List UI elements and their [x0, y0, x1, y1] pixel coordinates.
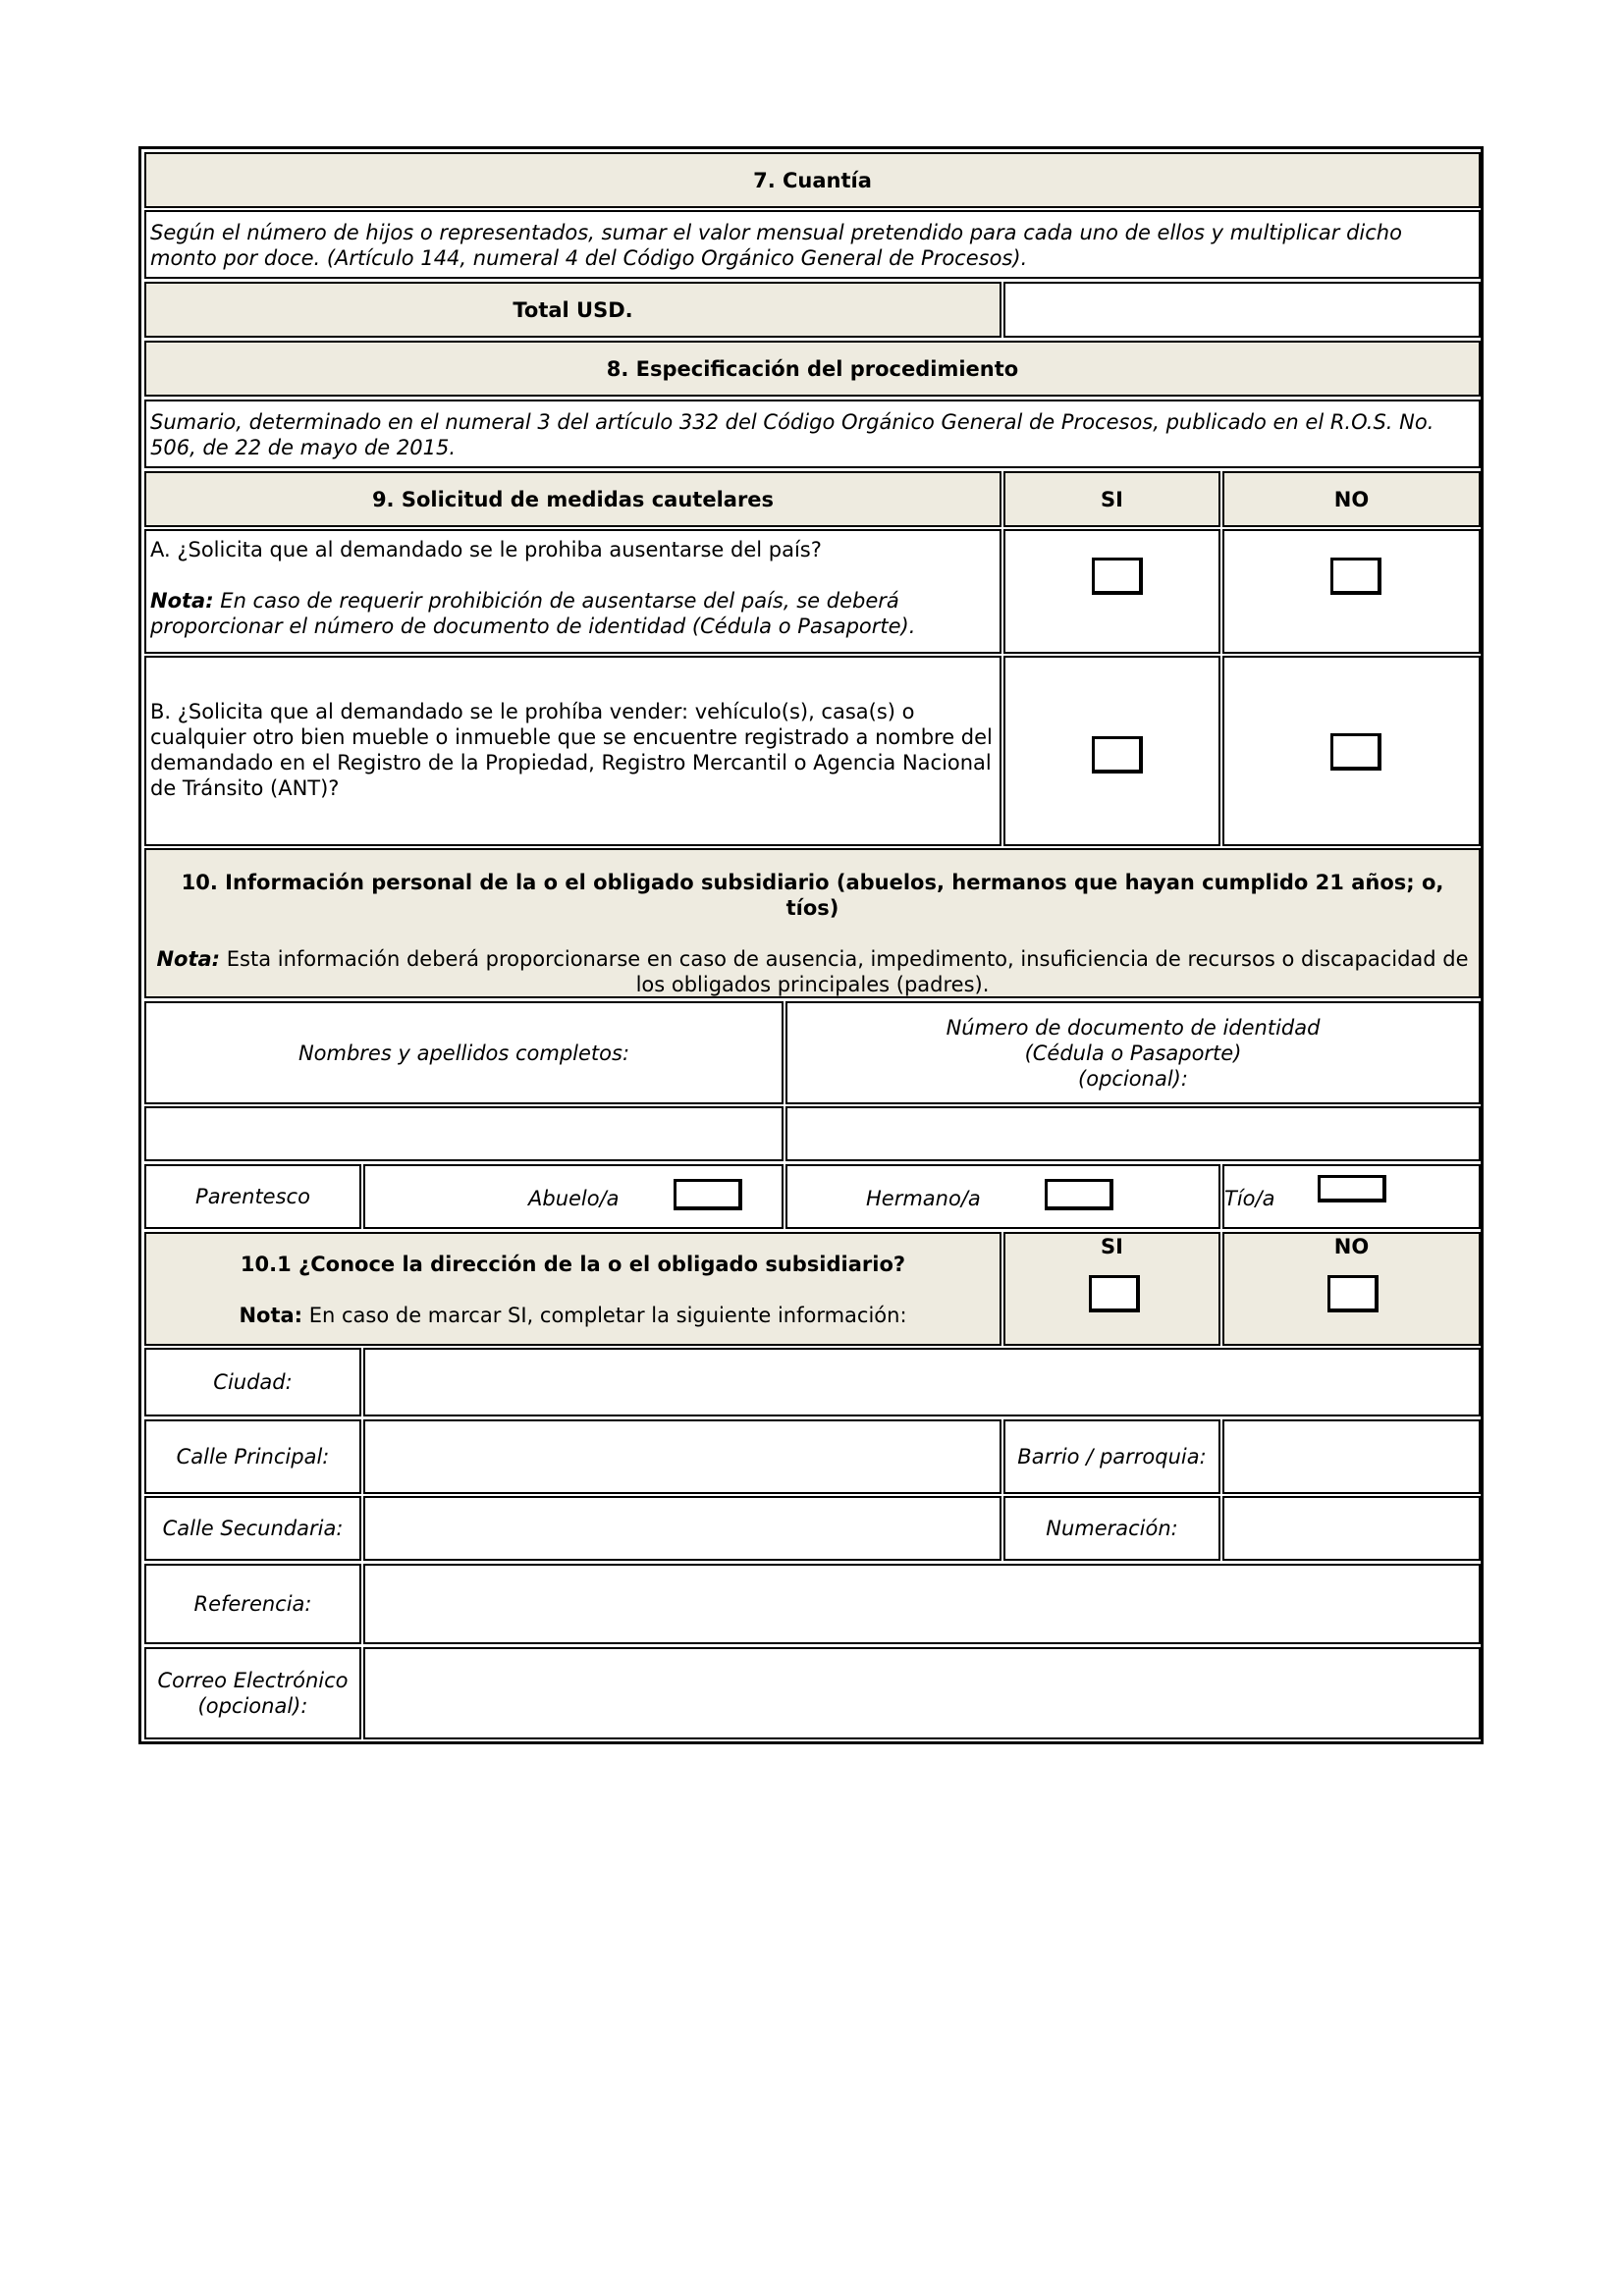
hermano-label: Hermano/a	[866, 1187, 981, 1210]
parentesco-label-cell	[144, 1164, 361, 1229]
referencia-label: Referencia:	[193, 1592, 312, 1616]
section-10-note	[156, 946, 1469, 997]
section-10-1-si-label: SI	[1101, 1235, 1123, 1258]
document-input-field[interactable]	[785, 1106, 1481, 1161]
names-input-field[interactable]	[144, 1106, 784, 1161]
section-9-header	[144, 471, 1001, 527]
ciudad-label-cell	[144, 1348, 361, 1416]
tio-checkbox[interactable]	[1318, 1175, 1386, 1202]
calle-secundaria-input-field[interactable]	[363, 1496, 1001, 1561]
correo-label-line-2: (opcional):	[197, 1694, 308, 1718]
tio-option-cell	[1222, 1164, 1481, 1229]
question-a-no-cell	[1222, 529, 1481, 654]
section-10-1-note	[146, 1303, 1000, 1328]
question-a-note	[150, 588, 996, 639]
section-8-title: 8. Especificación del procedimiento	[606, 356, 1019, 381]
ciudad-input-field[interactable]	[363, 1348, 1481, 1416]
section-10-1-header	[144, 1232, 1001, 1346]
question-a-text: A. ¿Solicita que al demandado se le prohiba ausentarse del país?	[150, 538, 822, 561]
numeracion-label-cell	[1003, 1496, 1220, 1561]
section-10-note-text: Esta información deberá proporcionarse en caso de ausencia, impedimento, insuficiencia de recursos o discapacidad de los obligados principales (padres).	[220, 947, 1469, 996]
section-8-description-text: Sumario, determinado en el numeral 3 del artículo 332 del Código Orgánico General de Procesos, publicado en el R.O.S. No. 506, de 22 de mayo de 2015.	[150, 410, 1434, 459]
section-7-header	[144, 152, 1481, 208]
section-10-title: 10. Información personal de la o el obligado subsidiario (abuelos, hermanos que hayan cumplido 21 años; o, tíos)	[181, 871, 1444, 920]
total-usd-label-cell	[144, 282, 1001, 338]
calle-principal-label: Calle Principal:	[176, 1445, 330, 1468]
question-b-si-cell	[1003, 656, 1220, 846]
question-b-cell	[144, 656, 1001, 846]
names-label: Nombres y apellidos completos:	[298, 1041, 630, 1065]
note-label: Nota:	[150, 589, 214, 613]
referencia-label-cell	[144, 1564, 361, 1644]
calle-secundaria-label: Calle Secundaria:	[162, 1517, 344, 1540]
referencia-input-field[interactable]	[363, 1564, 1481, 1644]
note-label: Nota:	[239, 1304, 303, 1327]
section-10-header	[144, 848, 1481, 998]
si-label: SI	[1101, 487, 1123, 511]
section-10-1-si-cell	[1003, 1232, 1220, 1346]
question-a-si-cell	[1003, 529, 1220, 654]
question-a-no-checkbox[interactable]	[1330, 558, 1381, 595]
section-7-description	[144, 210, 1481, 279]
abuelo-label: Abuelo/a	[528, 1187, 620, 1210]
question-b-text: B. ¿Solicita que al demandado se le prohíba vender: vehículo(s), casa(s) o cualquier otro bien mueble o inmueble que se encuentre registrado a nombre del demandado en el Registro de la Propiedad, Registro Mercantil o Agencia Nacional de Tránsito (ANT)?	[150, 700, 993, 800]
barrio-label: Barrio / parroquia:	[1017, 1445, 1207, 1468]
ciudad-label: Ciudad:	[213, 1370, 293, 1394]
numeracion-label: Numeración:	[1046, 1517, 1178, 1540]
question-a-si-checkbox[interactable]	[1092, 558, 1143, 595]
names-label-cell	[144, 1001, 784, 1104]
correo-input-field[interactable]	[363, 1647, 1481, 1739]
parentesco-label: Parentesco	[195, 1185, 310, 1208]
document-label-line-3: (opcional):	[1078, 1066, 1188, 1091]
hermano-option-cell	[785, 1164, 1220, 1229]
question-b-no-checkbox[interactable]	[1330, 733, 1381, 771]
section-9-no-header	[1222, 471, 1481, 527]
section-7-description-text: Según el número de hijos o representados, sumar el valor mensual pretendido para cada uno de ellos y multiplicar dicho monto por doce. (Artículo 144, numeral 4 del Código Orgánico General de Procesos).	[150, 221, 1402, 270]
section-10-1-question: 10.1 ¿Conoce la dirección de la o el obligado subsidiario?	[240, 1253, 906, 1276]
section-10-1-si-checkbox[interactable]	[1089, 1275, 1140, 1312]
document-label-line-2: (Cédula o Pasaporte)	[1024, 1041, 1242, 1065]
section-8-description	[144, 400, 1481, 468]
total-usd-field[interactable]	[1003, 282, 1481, 338]
section-8-header	[144, 341, 1481, 397]
barrio-input-field[interactable]	[1222, 1419, 1481, 1494]
no-label: NO	[1333, 487, 1370, 511]
section-9-si-header	[1003, 471, 1220, 527]
calle-secundaria-label-cell	[144, 1496, 361, 1561]
section-10-1-no-cell	[1222, 1232, 1481, 1346]
section-10-1-note-text: En caso de marcar SI, completar la siguiente información:	[302, 1304, 907, 1327]
correo-label-line-1: Correo Electrónico	[157, 1669, 349, 1692]
section-10-1-no-checkbox[interactable]	[1327, 1275, 1379, 1312]
abuelo-checkbox[interactable]	[674, 1179, 742, 1210]
question-b-no-cell	[1222, 656, 1481, 846]
correo-label-cell	[144, 1647, 361, 1739]
question-a-cell	[144, 529, 1001, 654]
tio-label: Tío/a	[1224, 1187, 1275, 1210]
section-9-title: 9. Solicitud de medidas cautelares	[371, 487, 775, 511]
question-b-si-checkbox[interactable]	[1092, 736, 1143, 774]
hermano-checkbox[interactable]	[1045, 1179, 1113, 1210]
document-label-cell	[785, 1001, 1481, 1104]
abuelo-option-cell	[363, 1164, 784, 1229]
numeracion-input-field[interactable]	[1222, 1496, 1481, 1561]
note-label: Nota:	[156, 947, 221, 971]
section-7-title: 7. Cuantía	[753, 168, 872, 192]
barrio-label-cell	[1003, 1419, 1220, 1494]
document-label-line-1: Número de documento de identidad	[946, 1015, 1321, 1040]
form-page	[138, 146, 1484, 1744]
calle-principal-label-cell	[144, 1419, 361, 1494]
calle-principal-input-field[interactable]	[363, 1419, 1001, 1494]
section-10-1-no-label: NO	[1333, 1235, 1370, 1258]
total-usd-label: Total USD.	[513, 297, 633, 322]
question-a-note-text: En caso de requerir prohibición de ausentarse del país, se deberá proporcionar el número de documento de identidad (Cédula o Pasaporte).	[150, 589, 916, 638]
